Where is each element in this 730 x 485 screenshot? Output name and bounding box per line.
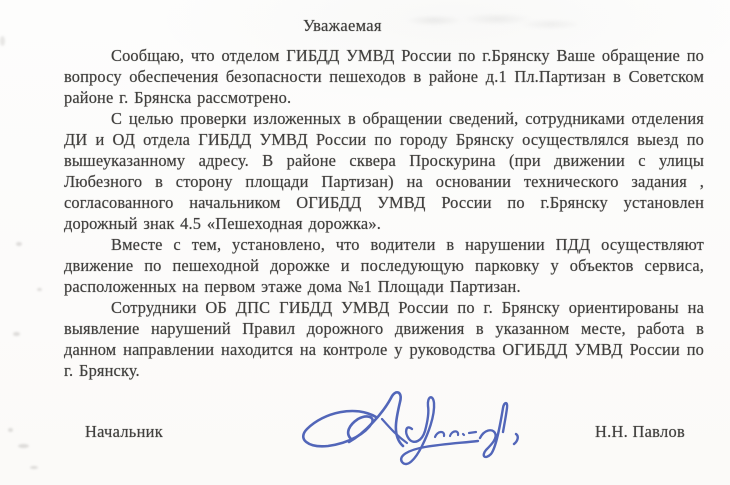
scan-speck <box>8 428 13 432</box>
paragraph-1: Сообщаю, что отделом ГИБДД УМВД России по г.Брянску Ваше обращение по вопросу обеспечения безопасности пешеходов в районе д.1 Пл.Партизан в Советском районе г. Брянска рассмотрено. <box>64 46 704 107</box>
redacted-name-smudge <box>398 10 578 36</box>
scan-speck <box>13 332 20 336</box>
letter-body <box>64 45 704 381</box>
scan-speck <box>16 242 22 246</box>
paragraph-4: Сотрудники ОБ ДПС ГИБДД УМВД России по г. Брянску ориентированы на выявление нарушений Правил дорожного движения в указанном месте, работа в данном направлении находится на контроле у руководства ОГИБДД УМВД России по г. Брянску. <box>64 298 704 380</box>
scan-speck <box>30 466 38 469</box>
paragraph-2: С целью проверки изложенных в обращении сведений, сотрудниками отделения ДИ и ОД отдела ГИБДД УМВД России по городу Брянску осуществлялся выезд по вышеуказанному адресу. В районе сквера Проскурина (при движении с улицы Любезного в сторону площади Партизан) на основании технического задания , согласованного начальником ОГИБДД УМВД России по г.Брянску установлен дорожный знак 4.5 «Пешеходная дорожка». <box>64 109 704 233</box>
handwritten-signature <box>292 386 527 483</box>
scan-speck <box>18 444 29 448</box>
salutation-text: Уважаемая <box>303 16 382 35</box>
scan-speck <box>0 36 5 46</box>
paragraph-3: Вместе с тем, установлено, что водители в нарушении ПДД осуществляют движение по пешеходной дорожке и последующую парковку у объектов сервиса, расположенных на первом этаже дома №1 Площади Партизан. <box>64 235 704 296</box>
signer-name: Н.Н. Павлов <box>595 422 686 441</box>
signer-title: Начальник <box>85 422 163 441</box>
scan-speck <box>37 288 42 291</box>
